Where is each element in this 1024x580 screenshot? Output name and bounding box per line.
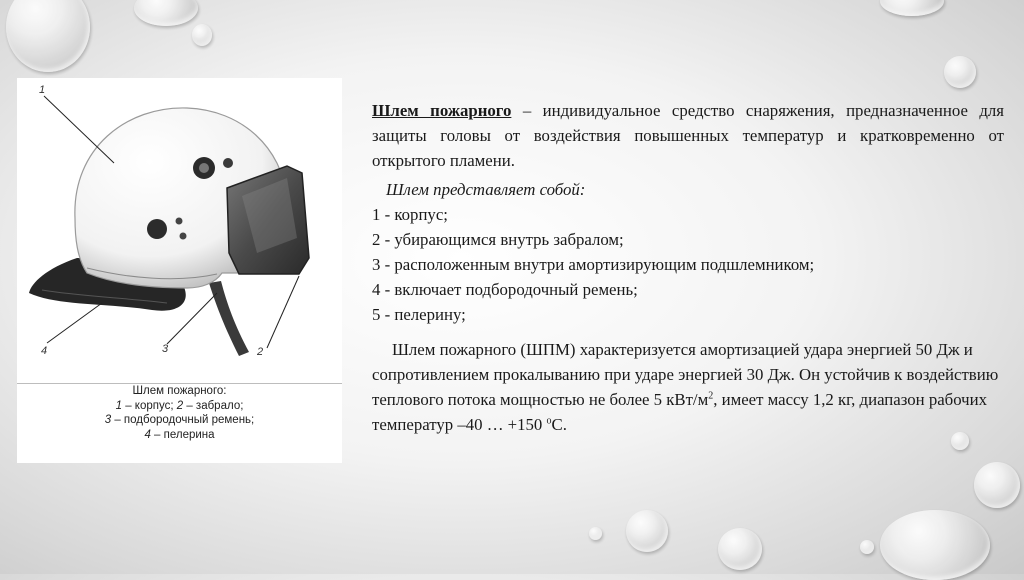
caption-title: Шлем пожарного: [132,385,227,397]
definition-term: Шлем пожарного [372,101,512,120]
helmet-illustration [17,78,342,383]
list-item: 4 - включает подбородочный ремень; [372,280,638,299]
leader-line-1 [44,96,114,163]
list-item: 1 - корпус; [372,205,448,224]
label-2: 2 [257,346,264,358]
specs-paragraph: Шлем пожарного (ШПМ) характеризуется амортизацией удара энергией 50 Дж и сопротивлением прокалыванию при ударе энергией 30 Дж. Он устойчив к воздействию теплового потока мощностью не более 5 кВт/$м^2$, имеет массу 1,2 кг, диапазон рабочих температур –40 … +150 $^о$С. [372,340,999,434]
water-drop [192,24,212,46]
label-3: 3 [162,343,169,355]
caption-line-2: 3 – подбородочный ремень; [104,414,255,426]
water-drop [880,510,990,580]
leader-line-2 [267,276,299,348]
water-drop [134,0,198,26]
list-lead: Шлем представляет собой: [386,180,586,199]
list-item: 3 - расположенным внутри амортизирующим подшлемником; [372,255,815,274]
label-1: 1 [39,84,46,96]
list-item: 2 - убирающимся внутрь забралом; [372,230,624,249]
water-drop [626,510,668,552]
definition-text: – индивидуальное средство снаряжения, предназначенное для защиты головы от воздействия повышенных температур и кратковременно от открытого пламени. [372,101,1005,170]
water-drop [974,462,1020,508]
list-item: 5 - пелерину; [372,305,466,324]
caption-line-1: 1 – корпус; 2 – забрало; [115,399,244,412]
water-drop [589,527,602,540]
definition-paragraph [372,98,1004,173]
caption-line-3: 4 – пелерина [144,428,215,441]
figure-caption [17,383,342,463]
component-list [372,202,1004,327]
water-drop [6,0,90,72]
water-drop [880,0,944,16]
water-drop [718,528,762,570]
water-drop [944,56,976,88]
water-drop [860,540,874,554]
helmet-figure [17,78,342,383]
leader-line-4 [47,303,102,343]
label-4: 4 [41,345,48,357]
slide-text [372,98,1004,437]
